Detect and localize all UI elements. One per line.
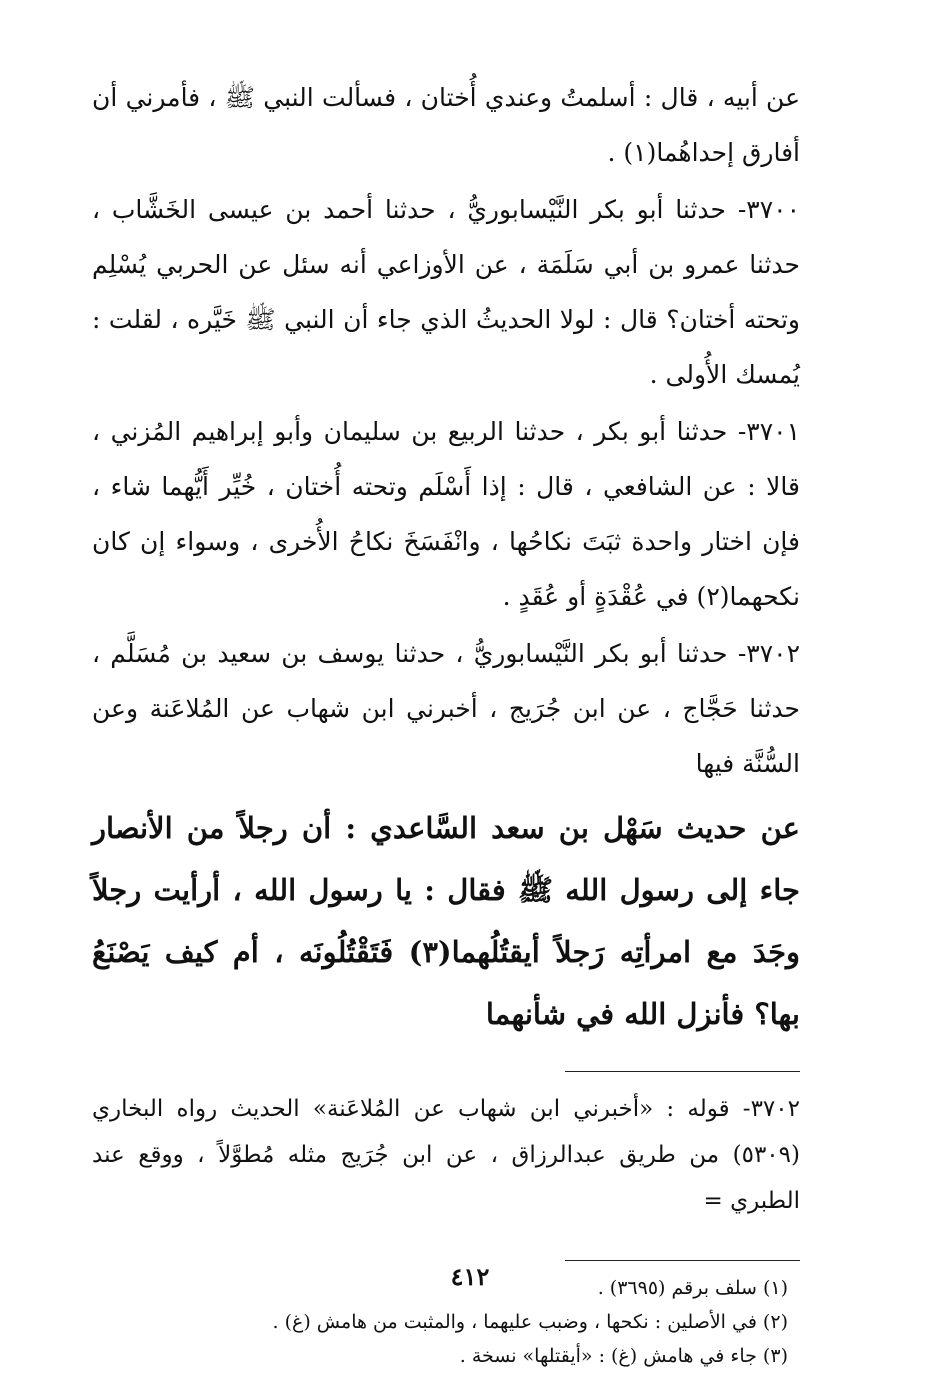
paragraph-3701: ٣٧٠١- حدثنا أبو بكر ، حدثنا الربيع بن سليمان وأبو إبراهيم المُزني ، قالا : عن الشافعي ، قال : إذا أَسْلَم وتحته أُختان ، خُيِّر أَيُّهما شاء ، فإن اختار واحدة ثبَتَ نكاحُها ، وانْفَسَخَ نكاحُ الأُخرى ، وسواء إن كان نكحهما(٢) في عُقْدَةٍ أو عُقَدٍ . [92,417,800,611]
footnote-2: (٢) في الأصلين : نكحها ، وضبب عليهما ، والمثبت من هامش (غ) . [272,1311,788,1333]
paragraph-continuation: عن أبيه ، قال : أسلمتُ وعندي أُختان ، فسألت النبي ﷺ ، فأمرني أن أفارق إحداهُما(١) . [92,83,800,167]
footnotes-divider [565,1260,800,1261]
paragraph-3702: ٣٧٠٢- حدثنا أبو بكر النَّيْسابوريُّ ، حدثنا يوسف بن سعيد بن مُسَلَّم ، حدثنا حَجَّاج ، عن ابن جُرَيج ، أخبرني ابن شهاب عن المُلاعَنة وعن السُّنَّة فيها [92,639,800,778]
footnote-3: (٣) جاء في هامش (غ) : «أيقتلها» نسخة . [459,1345,788,1367]
page-number: ٤١٢ [450,1262,490,1291]
hadith-text: عن حديث سَهْل بن سعد السَّاعدي : أن رجلاً من الأنصار جاء إلى رسول الله ﷺ فقال : يا رسول الله ، أرأيت رجلاً وجَدَ مع امرأتِه رَجلاً أيقتُلُهما(٣) فَتَقْتُلُونَه ، أم كيف يَصْنَعُ بها؟ فأنزل الله في شأنهما [92,811,801,1031]
commentary-divider [565,1071,800,1072]
book-page [92,70,801,1367]
footnote-1: (١) سلف برقم (٣٦٩٥) . [597,1277,788,1299]
paragraph-3700: ٣٧٠٠- حدثنا أبو بكر النَّيْسابوريُّ ، حدثنا أحمد بن عيسى الخَشَّاب ، حدثنا عمرو بن أبي سَلَمَة ، عن الأوزاعي أنه سئل عن الحربي يُسْلِم وتحته أختان؟ قال : لولا الحديثُ الذي جاء أن النبي ﷺ خَيَّره ، لقلت : يُمسك الأُولى . [92,195,800,389]
commentary-note: ٣٧٠٢- قوله : «أخبرني ابن شهاب عن المُلاعَنة» الحديث رواه البخاري (٥٣٠٩) من طريق عبدالرزاق ، عن ابن جُرَيج مثله مُطوَّلاً ، ووقع عند الطبري = [92,1096,800,1214]
